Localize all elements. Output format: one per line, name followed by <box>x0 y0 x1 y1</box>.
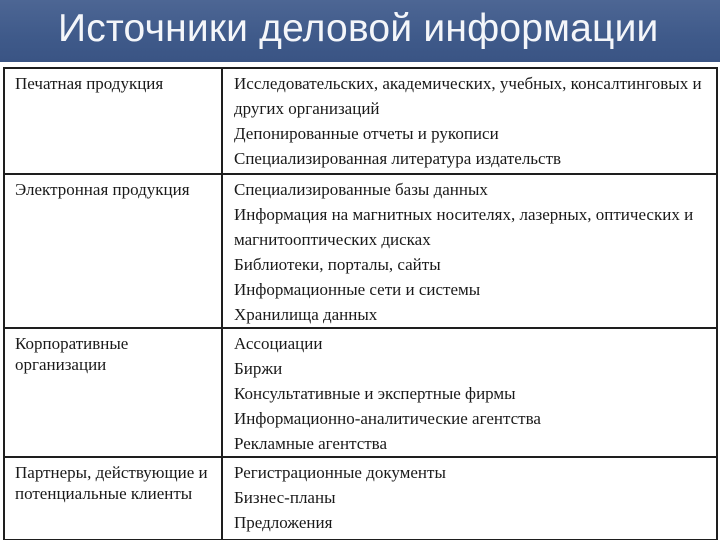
table-row-electronic <box>4 174 717 328</box>
category-cell: Электронная продукция <box>4 174 222 328</box>
list-item: Библиотеки, порталы, сайты <box>234 255 441 274</box>
list-item: Консультативные и экспертные фирмы <box>234 384 516 403</box>
sources-table <box>3 67 718 540</box>
slide-title: Источники деловой информации <box>58 7 659 50</box>
table-row-print <box>4 68 717 174</box>
list-item: Специализированные базы данных <box>234 180 488 199</box>
list-item: Депонированные отчеты и рукописи <box>234 124 499 143</box>
list-item: Ассоциации <box>234 334 323 353</box>
title-bar <box>0 0 720 62</box>
category-cell: Партнеры, действующие и потенциальные клиенты <box>4 457 222 540</box>
items-cell <box>222 328 717 457</box>
list-item: Информация на магнитных носителях, лазерных, оптических и магнитооптических дисках <box>234 205 694 249</box>
category-cell: Печатная продукция <box>4 68 222 174</box>
list-item: Предложения <box>234 513 333 532</box>
list-item: Специализированная литература издательств <box>234 149 562 168</box>
list-item: Хранилища данных <box>234 305 378 324</box>
list-item: Рекламные агентства <box>234 434 388 453</box>
items-cell <box>222 457 717 540</box>
sources-table-container <box>3 67 716 538</box>
list-item: Информационно-аналитические агентства <box>234 409 541 428</box>
category-cell: Корпоративные организации <box>4 328 222 457</box>
list-item: Информационные сети и системы <box>234 280 481 299</box>
list-item: Исследовательских, академических, учебных, консалтинговых и других организаций <box>234 74 702 118</box>
items-cell <box>222 174 717 328</box>
items-cell <box>222 68 717 174</box>
list-item: Бизнес-планы <box>234 488 336 507</box>
list-item: Биржи <box>234 359 283 378</box>
list-item: Регистрационные документы <box>234 463 446 482</box>
table-row-partners <box>4 457 717 540</box>
table-row-corporate <box>4 328 717 457</box>
